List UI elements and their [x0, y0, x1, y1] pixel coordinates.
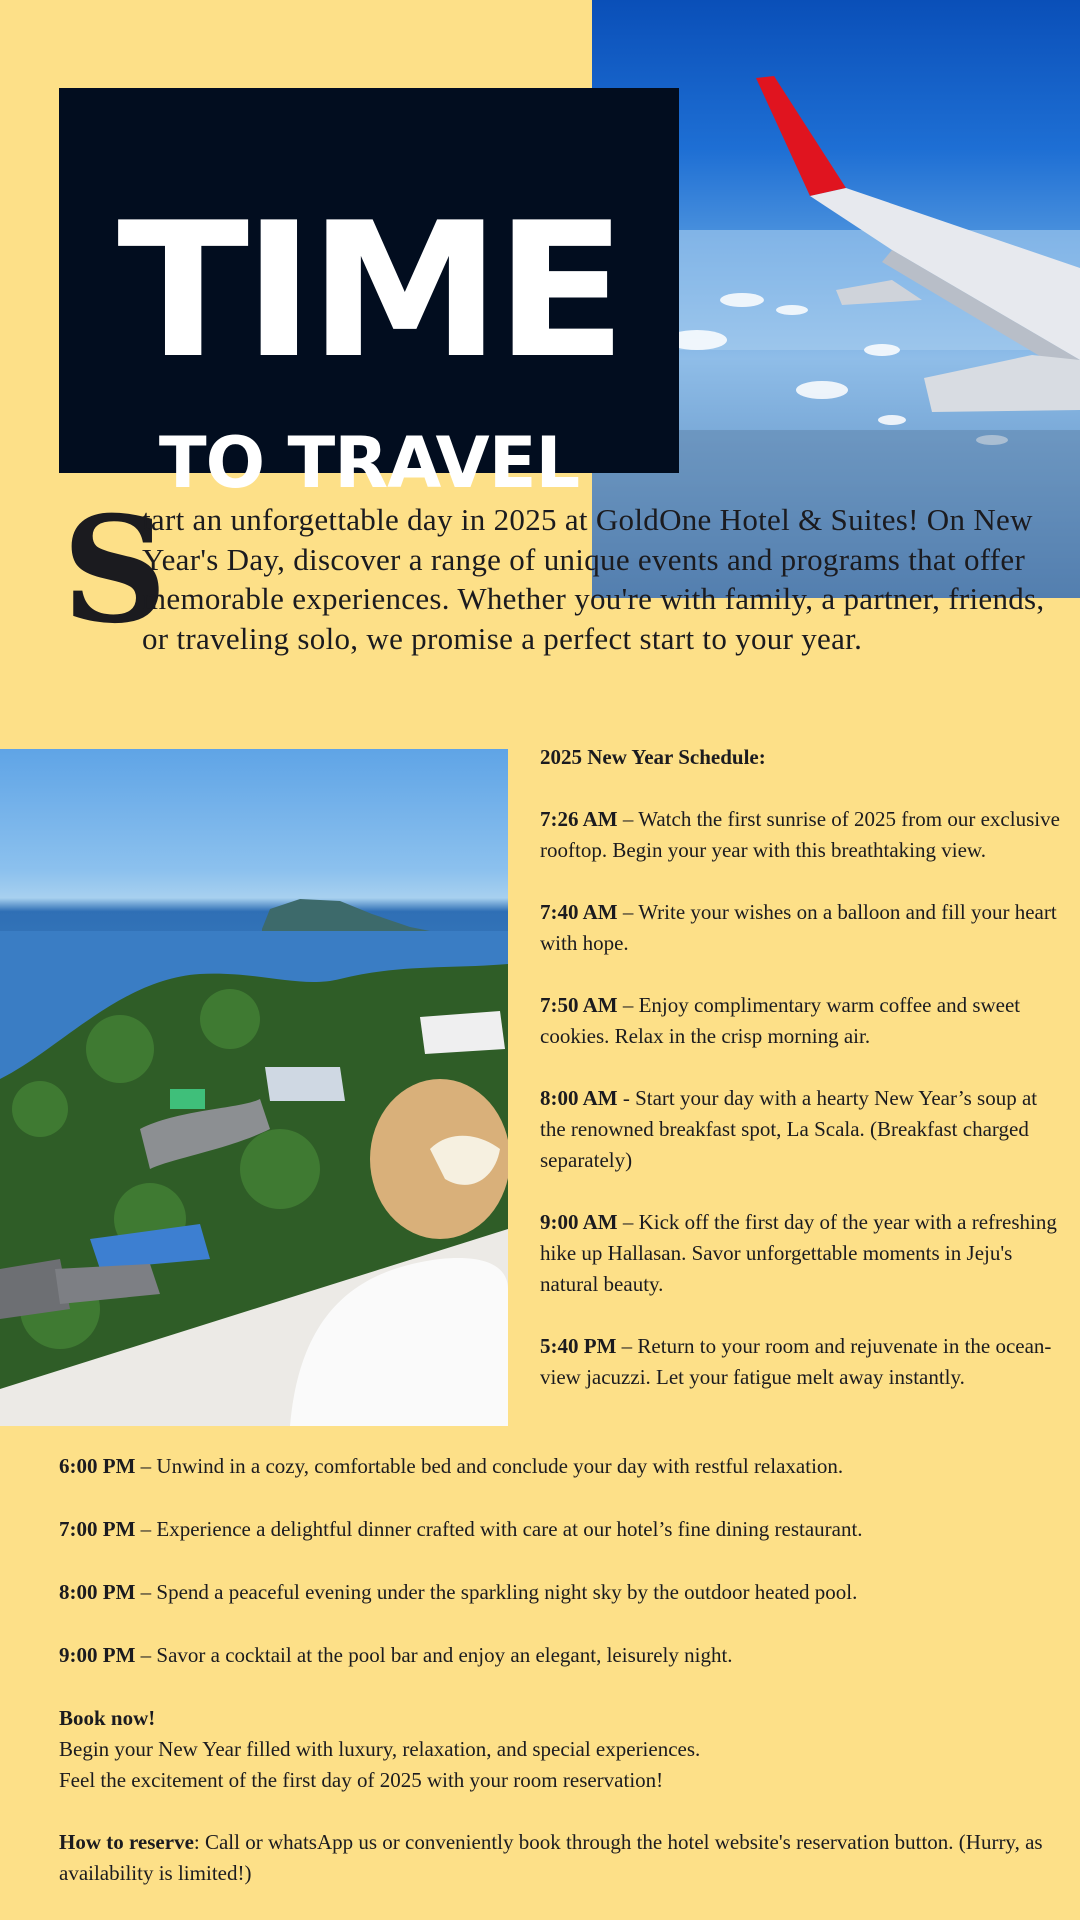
schedule-separator: –: [617, 807, 639, 831]
schedule-time: 7:50 AM: [540, 993, 618, 1017]
schedule-time: 7:26 AM: [540, 807, 618, 831]
schedule-item: [540, 1083, 1060, 1176]
schedule-description: Unwind in a cozy, comfortable bed and conclude your day with restful relaxation.: [156, 1454, 844, 1478]
schedule-separator: –: [135, 1580, 157, 1604]
how-to-reserve-label: How to reserve: [59, 1830, 194, 1854]
schedule-item: [540, 897, 1060, 959]
schedule-heading: 2025 New Year Schedule:: [540, 745, 766, 769]
schedule-time: 8:00 AM: [540, 1086, 618, 1110]
schedule-item: [59, 1640, 1059, 1671]
coastal-view-photo: [0, 749, 508, 1426]
schedule-time: 7:40 AM: [540, 900, 618, 924]
schedule-item: [540, 1331, 1060, 1393]
evening-schedule-list: [59, 1451, 1059, 1671]
schedule-separator: –: [135, 1517, 157, 1541]
schedule-separator: –: [135, 1454, 157, 1478]
title-time: TIME: [117, 182, 621, 399]
schedule-time: 5:40 PM: [540, 1334, 617, 1358]
drop-cap: S: [62, 485, 168, 656]
schedule-separator: -: [617, 1086, 636, 1110]
schedule-description: Watch the first sunrise of 2025 from our exclusive rooftop. Begin your year with this breathtaking view.: [540, 807, 1060, 862]
schedule-separator: –: [617, 900, 639, 924]
bottom-section: [59, 1451, 1059, 1889]
booking-description: [59, 1734, 1059, 1796]
schedule-column: [540, 742, 1060, 1424]
book-now-heading: Book now!: [59, 1706, 156, 1730]
title-to-travel: TO TRAVEL: [158, 422, 580, 504]
schedule-description: Enjoy complimentary warm coffee and sweet cookies. Relax in the crisp morning air.: [540, 993, 1021, 1048]
schedule-description: Write your wishes on a balloon and fill your heart with hope.: [540, 900, 1057, 955]
schedule-separator: –: [616, 1334, 638, 1358]
schedule-item: [59, 1577, 1059, 1608]
schedule-item: [540, 1207, 1060, 1300]
schedule-time: 9:00 PM: [59, 1643, 136, 1667]
schedule-time: 7:00 PM: [59, 1517, 136, 1541]
schedule-description: Kick off the first day of the year with a refreshing hike up Hallasan. Savor unforgettable moments in Jeju's natural beauty.: [540, 1210, 1057, 1296]
schedule-item: [59, 1451, 1059, 1482]
schedule-time: 8:00 PM: [59, 1580, 136, 1604]
schedule-item: [540, 990, 1060, 1052]
schedule-separator: –: [617, 1210, 639, 1234]
schedule-list: [540, 804, 1060, 1393]
how-to-reserve-text: : Call or whatsApp us or conveniently book through the hotel website's reservation button. (Hurry, as availability is limited!): [59, 1830, 1043, 1885]
schedule-item: [540, 804, 1060, 866]
schedule-separator: –: [617, 993, 639, 1017]
schedule-description: Start your day with a hearty New Year’s soup at the renowned breakfast spot, La Scala. (Breakfast charged separately): [540, 1086, 1038, 1172]
schedule-description: Experience a delightful dinner crafted with care at our hotel’s fine dining restaurant.: [156, 1517, 863, 1541]
how-to-reserve: [59, 1827, 1059, 1889]
schedule-time: 9:00 AM: [540, 1210, 618, 1234]
schedule-separator: –: [135, 1643, 157, 1667]
intro-paragraph: tart an unforgettable day in 2025 at GoldOne Hotel & Suites! On New Year's Day, discover a range of unique events and programs that offer memorable experiences. Whether you're with family, a partner, friends, or traveling solo, we promise a perfect start to your year.: [142, 502, 1045, 656]
booking-line: Begin your New Year filled with luxury, relaxation, and special experiences.: [59, 1737, 701, 1761]
coast-illustration: [0, 749, 508, 1426]
booking-line: Feel the excitement of the first day of 2025 with your room reservation!: [59, 1768, 664, 1792]
schedule-description: Return to your room and rejuvenate in the ocean-view jacuzzi. Let your fatigue melt away instantly.: [540, 1334, 1052, 1389]
schedule-item: [59, 1514, 1059, 1545]
schedule-description: Spend a peaceful evening under the sparkling night sky by the outdoor heated pool.: [156, 1580, 858, 1604]
title-block: [59, 88, 679, 504]
schedule-time: 6:00 PM: [59, 1454, 136, 1478]
schedule-description: Savor a cocktail at the pool bar and enjoy an elegant, leisurely night.: [156, 1643, 733, 1667]
